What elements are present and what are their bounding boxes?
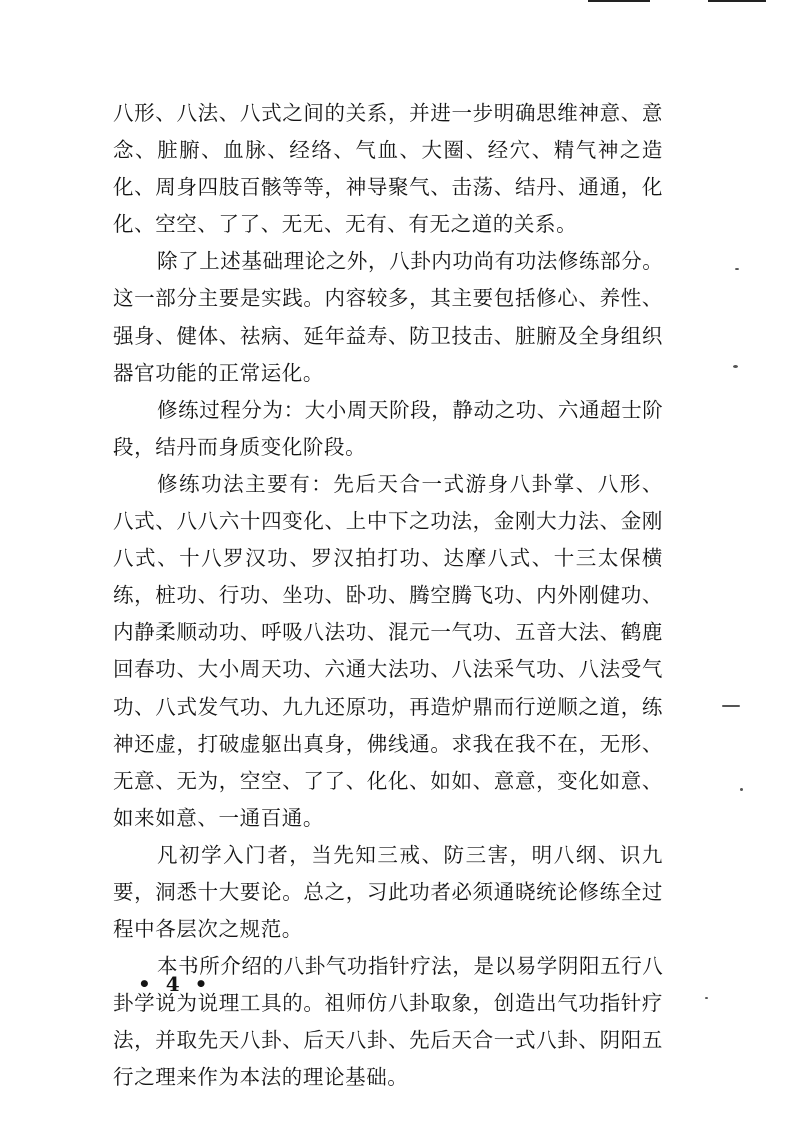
text-line: 这一部分主要是实践。内容较多，其主要包括修心、养性、: [113, 286, 663, 311]
scan-speck: [705, 997, 708, 999]
text-line: 功、八式发气功、九九还原功，再造炉鼎而行逆顺之道，练: [113, 694, 663, 719]
text-line: 如来如意、一通百通。: [113, 805, 324, 830]
text-line: 行之理来作为本法的理论基础。: [113, 1065, 409, 1090]
text-line: 念、脏腑、血脉、经络、气血、大圈、经穴、精气神之造: [113, 138, 663, 163]
text-line: 要，洞悉十大要论。总之，习此功者必须通晓统论修练全过: [113, 879, 663, 904]
text-line: 回春功、大小周天功、六通大法功、八法采气功、八法受气: [113, 657, 663, 682]
body-text: [113, 95, 663, 1097]
text-line: 程中各层次之规范。: [113, 917, 303, 942]
scan-speck: [722, 705, 740, 707]
text-line: 八式、十八罗汉功、罗汉拍打功、达摩八式、十三太保横: [113, 546, 663, 571]
text-line: 化、周身四肢百骸等等，神导聚气、击荡、结丹、通通，化: [113, 175, 663, 200]
text-line: 凡初学入门者，当先知三戒、防三害，明八纲、识九: [157, 842, 663, 867]
text-line: 段，结丹而身质变化阶段。: [113, 434, 367, 459]
text-line: 强身、健体、祛病、延年益寿、防卫技击、脏腑及全身组织: [113, 323, 663, 348]
text-line: 器官功能的正常运化。: [113, 360, 324, 385]
text-line: 除了上述基础理论之外，八卦内功尚有功法修练部分。: [157, 249, 664, 274]
text-line: 内静柔顺动功、呼吸八法功、混元一气功、五音大法、鹤鹿: [113, 620, 663, 645]
text-line: 卦学说为说理工具的。祖师仿八卦取象，创造出气功指针疗: [113, 991, 663, 1016]
scan-speck: [735, 268, 739, 270]
text-line: 法，并取先天八卦、后天八卦、先后天合一式八卦、阴阳五: [113, 1028, 663, 1053]
text-line: 本书所介绍的八卦气功指针疗法，是以易学阴阳五行八: [157, 954, 664, 979]
text-line: 练，桩功、行功、坐功、卧功、腾空腾飞功、内外刚健功、: [113, 583, 663, 608]
scan-speck: [740, 788, 743, 791]
text-line: 化、空空、了了、无无、无有、有无之道的关系。: [113, 212, 578, 237]
text-line: 八式、八八六十四变化、上中下之功法，金刚大力法、金刚: [113, 509, 663, 534]
text-line: 修练过程分为：大小周天阶段，静动之功、六通超士阶: [157, 397, 664, 422]
top-rule-right: [708, 0, 766, 2]
text-line: 八形、八法、八式之间的关系，并进一步明确思维神意、意: [113, 101, 663, 125]
scan-speck: [733, 365, 738, 368]
text-line: 神还虚，打破虚躯出真身，佛线通。求我在我不在，无形、: [113, 731, 663, 756]
page-number: • 4 •: [138, 972, 212, 996]
top-rule-left: [588, 0, 650, 2]
text-line: 无意、无为，空空、了了、化化、如如、意意，变化如意、: [113, 768, 663, 793]
text-line: 修练功法主要有：先后天合一式游身八卦掌、八形、: [157, 471, 663, 496]
